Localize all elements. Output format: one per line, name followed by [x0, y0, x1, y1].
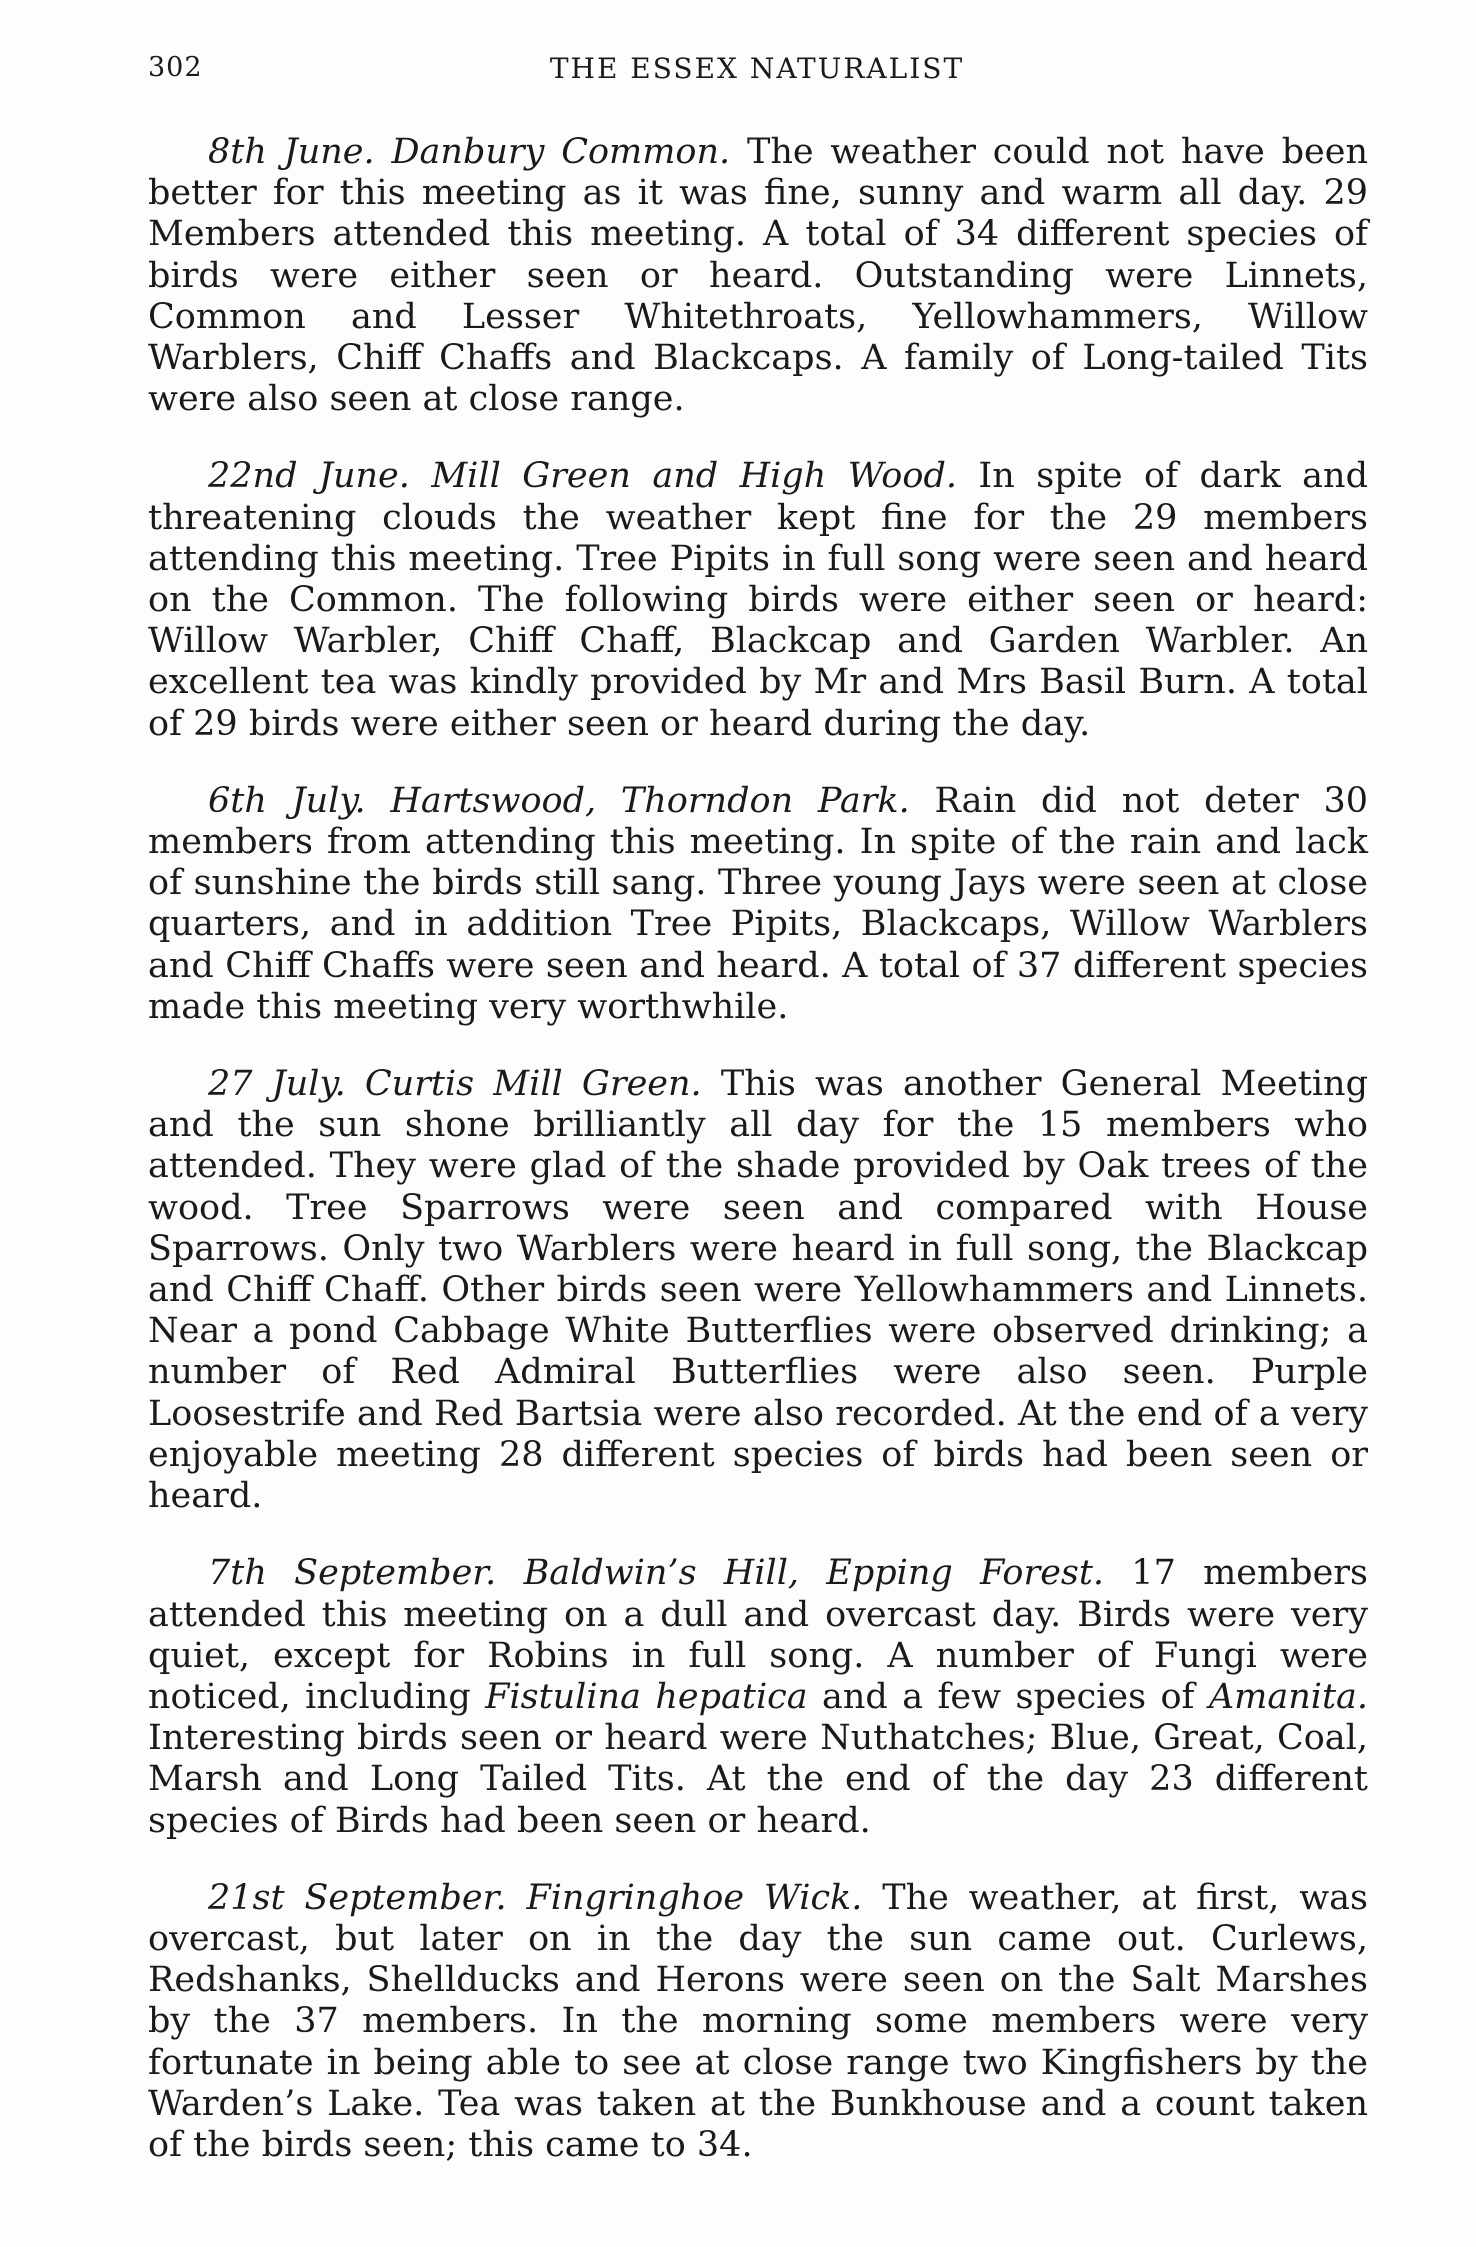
- meeting-date: 8th June.: [208, 132, 375, 172]
- meeting-text: and a few species of: [807, 1676, 1209, 1717]
- meeting-text: In spite of dark and threatening clouds the weather kept fine for the 29 members attending this meeting. Tree Pipits in full song were seen and heard on the Common. The following birds were either seen or heard: Willow Warbler, Chiff Chaff, Blackcap and Garden Warbler. An excellent tea was kindly provided by Mr and Mrs Basil Burn. A total of 29 birds were either seen or heard during the day.: [148, 456, 1368, 744]
- species-name: Amanita.: [1208, 1676, 1368, 1717]
- meeting-place: Curtis Mill Green.: [364, 1064, 702, 1105]
- meeting-text: This was another General Meeting and the sun shone brilliantly all day for the 15 members who attended. They were glad of the shade provided by Oak trees of the wood. Tree Sparrows were seen and compared with House Sparrows. Only two Warblers were heard in full song, the Blackcap and Chiff Chaff. Other birds seen were Yellowhammers and Linnets. Near a pond Cabbage White Butterflies were observed drinking; a number of Red Admiral Butterflies were also seen. Purple Loosestrife and Red Bartsia were also recorded. At the end of a very enjoyable meeting 28 different species of birds had been seen or heard.: [148, 1064, 1368, 1517]
- meeting-place: Danbury Common.: [391, 132, 731, 172]
- meeting-entry: [148, 132, 1368, 420]
- running-title: THE ESSEX NATURALIST: [549, 52, 965, 85]
- meeting-place: Baldwin’s Hill, Epping Forest.: [523, 1553, 1105, 1594]
- meeting-entry: [148, 781, 1368, 1028]
- meeting-text: 17 members attended this meeting on a dull and overcast day. Birds were very quiet, except for Robins in full song. A number of Fungi were noticed, including: [148, 1553, 1368, 1717]
- meeting-text: Interesting birds seen or heard were Nuthatches; Blue, Great, Coal, Marsh and Long Tailed Tits. At the end of the day 23 different species of Birds had been seen or heard.: [148, 1718, 1368, 1841]
- meeting-text: The weather could not have been better for this meeting as it was fine, sunny and warm all day. 29 Members attended this meeting. A total of 34 different species of birds were either seen or heard. Outstanding were Linnets, Common and Lesser Whitethroats, Yellowhammers, Willow Warblers, Chiff Chaffs and Blackcaps. A family of Long-tailed Tits were also seen at close range.: [148, 132, 1368, 420]
- meeting-text: The weather, at first, was overcast, but later on in the day the sun came out. Curlews, Redshanks, Shellducks and Herons were seen on the Salt Marshes by the 37 members. In the morning some members were very fortunate in being able to see at close range two Kingfishers by the Warden’s Lake. Tea was taken at the Bunkhouse and a count taken of the birds seen; this came to 34.: [148, 1877, 1368, 2165]
- meeting-place: Mill Green and High Wood.: [431, 456, 957, 497]
- meeting-place: Fingringhoe Wick.: [526, 1877, 863, 1918]
- meeting-entry: [148, 1878, 1368, 2166]
- meeting-text: Rain did not deter 30 members from attending this meeting. In spite of the rain and lack of sunshine the birds still sang. Three young Jays were seen at close quarters, and in addition Tree Pipits, Blackcaps, Willow Warblers and Chiff Chaffs were seen and heard. A total of 37 different species made this meeting very worthwhile.: [148, 780, 1368, 1027]
- meeting-date: 21st September.: [208, 1877, 507, 1918]
- meeting-date: 27 July.: [208, 1064, 346, 1105]
- meeting-entry: [148, 1553, 1368, 1841]
- species-name: Fistulina hepatica: [485, 1676, 808, 1717]
- page-header: [148, 52, 1366, 96]
- meeting-place: Hartswood, Thorndon Park.: [390, 780, 910, 821]
- meeting-date: 6th July.: [208, 780, 366, 821]
- meeting-date: 22nd June.: [208, 456, 410, 497]
- meeting-date: 7th September.: [208, 1553, 497, 1594]
- meeting-entry: [148, 456, 1368, 744]
- article-body: [148, 132, 1368, 2202]
- page-number: 302: [148, 52, 203, 83]
- meeting-entry: [148, 1064, 1368, 1517]
